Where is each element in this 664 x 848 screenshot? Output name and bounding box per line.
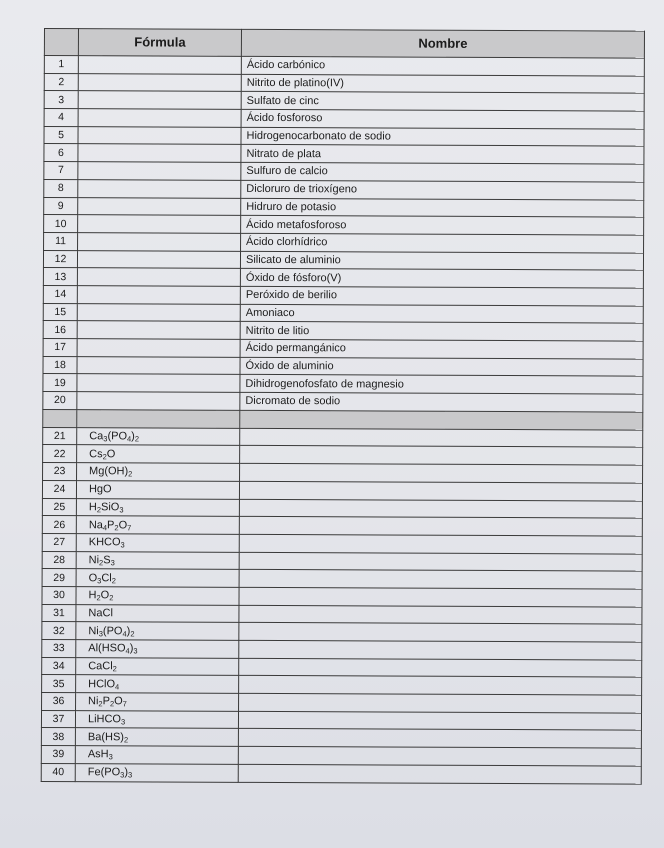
row-number: 10: [44, 215, 78, 233]
formula-answer-cell[interactable]: [77, 286, 240, 304]
chemical-formula: $KHCO_3$: [76, 534, 239, 552]
formula-answer-cell[interactable]: [78, 179, 241, 197]
row-number: 17: [43, 338, 77, 356]
compound-name: Nitrito de platino(IV): [241, 74, 644, 93]
formula-answer-cell[interactable]: [78, 91, 241, 109]
compound-name: Dicloruro de trioxígeno: [241, 180, 644, 199]
name-answer-cell[interactable]: [239, 587, 642, 606]
chemical-formula: HgO: [76, 480, 239, 498]
row-number: 30: [42, 586, 76, 604]
formula-answer-cell[interactable]: [77, 250, 240, 268]
formula-answer-cell[interactable]: [77, 374, 240, 392]
row-number: 39: [41, 746, 75, 764]
formula-answer-cell[interactable]: [77, 268, 240, 286]
compound-name: Ácido metafosforoso: [241, 216, 644, 235]
formula-answer-cell[interactable]: [78, 126, 241, 144]
formula-answer-cell[interactable]: [77, 339, 240, 357]
row-number: 2: [44, 73, 78, 91]
row-number: 8: [44, 179, 78, 197]
row-number: 33: [42, 639, 76, 657]
compound-name: Sulfato de cinc: [241, 92, 644, 111]
table-row: [41, 763, 641, 783]
name-answer-cell[interactable]: [239, 658, 642, 677]
formula-answer-cell[interactable]: [78, 233, 241, 251]
chemical-formula: NaCl: [76, 604, 239, 622]
name-answer-cell[interactable]: [239, 676, 642, 695]
row-number: 35: [42, 675, 76, 693]
compound-name: Hidruro de potasio: [241, 198, 644, 217]
row-number: 19: [43, 374, 77, 392]
row-number: 21: [43, 427, 77, 445]
chemical-formula: $H_2O_2$: [76, 587, 239, 605]
formula-answer-cell[interactable]: [78, 197, 241, 215]
formula-answer-cell[interactable]: [78, 73, 241, 91]
row-number: 4: [44, 109, 78, 127]
compound-name: Sulfuro de calcio: [241, 162, 644, 181]
compound-name: Nitrato de plata: [241, 145, 644, 164]
name-answer-cell[interactable]: [240, 428, 643, 447]
compound-name: Ácido clorhídrico: [241, 233, 644, 252]
name-answer-cell[interactable]: [239, 481, 642, 500]
chemical-formula: $H_2SiO_3$: [76, 498, 239, 516]
name-answer-cell[interactable]: [238, 764, 641, 783]
chemical-formula: $Na_4P_2O_7$: [76, 516, 239, 534]
row-number: 16: [43, 321, 77, 339]
row-number: 26: [42, 516, 76, 534]
row-number: 6: [44, 144, 78, 162]
compound-name: Ácido carbónico: [241, 56, 644, 75]
formula-answer-cell[interactable]: [78, 162, 241, 180]
formula-answer-cell[interactable]: [78, 144, 241, 162]
formula-answer-cell[interactable]: [77, 356, 240, 374]
name-answer-cell[interactable]: [239, 570, 642, 589]
compound-name: Óxido de aluminio: [240, 357, 643, 376]
formula-answer-cell[interactable]: [77, 303, 240, 321]
row-number: 14: [43, 285, 77, 303]
header-formula: Fórmula: [78, 29, 241, 57]
compound-name: Dihidrogenofosfato de magnesio: [240, 375, 643, 394]
chemical-formula: $Al(HSO_4)_3$: [76, 640, 239, 658]
row-number: 37: [41, 710, 75, 728]
compound-name: Silicato de aluminio: [240, 251, 643, 270]
row-number: 13: [43, 268, 77, 286]
compound-name: Hidrogenocarbonato de sodio: [241, 127, 644, 146]
row-number: 18: [43, 356, 77, 374]
chemical-formula: $Ni_2P_2O_7$: [76, 693, 239, 711]
compound-name: Dicromato de sodio: [240, 392, 643, 411]
row-number: 28: [42, 551, 76, 569]
row-number: 5: [44, 126, 78, 144]
chemical-formula: $O_3Cl_2$: [76, 569, 239, 587]
name-answer-cell[interactable]: [239, 605, 642, 624]
row-number: 15: [43, 303, 77, 321]
header-number-cell: [44, 29, 78, 56]
formula-answer-cell[interactable]: [77, 321, 240, 339]
compound-name: Amoniaco: [240, 304, 643, 323]
name-answer-cell[interactable]: [240, 463, 643, 482]
row-number: 3: [44, 91, 78, 109]
part1-body: [43, 56, 645, 412]
name-answer-cell[interactable]: [238, 746, 641, 765]
chemical-formula: $Ni_2S_3$: [76, 551, 239, 569]
row-number: 32: [42, 622, 76, 640]
formula-answer-cell[interactable]: [78, 56, 241, 74]
chemical-formula: LiHCO$_3$: [75, 710, 238, 728]
compound-name: Ácido fosforoso: [241, 109, 644, 128]
compound-name: Óxido de fósforo(V): [240, 269, 643, 288]
row-number: 23: [43, 463, 77, 481]
separator-cell: [77, 409, 240, 428]
row-number: 7: [44, 162, 78, 180]
name-answer-cell[interactable]: [238, 729, 641, 748]
chemical-formula: HClO$_4$: [76, 675, 239, 693]
chemical-formula: CaCl$_2$: [76, 657, 239, 675]
row-number: 34: [42, 657, 76, 675]
row-number: 38: [41, 728, 75, 746]
row-number: 12: [43, 250, 77, 268]
row-number: 29: [42, 569, 76, 587]
chemical-formula: $Ni_3(PO_4)_2$: [76, 622, 239, 640]
formula-answer-cell[interactable]: [78, 215, 241, 233]
worksheet: [41, 28, 644, 784]
row-number: 1: [44, 56, 78, 74]
row-number: 25: [42, 498, 76, 516]
row-number: 20: [43, 392, 77, 410]
chemical-formula: $Cs_2O$: [77, 445, 240, 463]
header-name: Nombre: [241, 29, 644, 58]
chemical-formula: AsH$_3$: [75, 746, 238, 764]
name-answer-cell[interactable]: [238, 711, 641, 730]
row-number: 24: [42, 480, 76, 498]
formula-answer-cell[interactable]: [77, 392, 240, 410]
row-number: 9: [44, 197, 78, 215]
separator-cell: [240, 410, 643, 430]
part2-body: [41, 427, 643, 783]
name-answer-cell[interactable]: [239, 499, 642, 518]
row-number: 40: [41, 763, 75, 781]
compound-name: Nitrito de litio: [240, 322, 643, 341]
row-number: 31: [42, 604, 76, 622]
row-number: 11: [44, 232, 78, 250]
row-number: 27: [42, 533, 76, 551]
name-answer-cell[interactable]: [239, 640, 642, 659]
compound-name: Peróxido de berilio: [240, 286, 643, 305]
formula-answer-cell[interactable]: [78, 109, 241, 127]
header-row: [44, 29, 644, 59]
compound-name: Ácido permangánico: [240, 339, 643, 358]
chemical-formula: $Ca_3(PO_4)_2$: [77, 427, 240, 445]
separator-cell: [43, 409, 77, 427]
name-answer-cell[interactable]: [239, 623, 642, 642]
name-answer-cell[interactable]: [239, 517, 642, 536]
row-number: 22: [43, 445, 77, 463]
name-answer-cell[interactable]: [240, 446, 643, 465]
name-answer-cell[interactable]: [239, 534, 642, 553]
chemical-formula: $Fe(PO_3)_3$: [75, 763, 238, 781]
chemical-formula: $Mg(OH)_2$: [77, 463, 240, 481]
row-number: 36: [42, 693, 76, 711]
nomenclature-table: [41, 28, 645, 784]
chemical-formula: $Ba(HS)_2$: [75, 728, 238, 746]
name-answer-cell[interactable]: [239, 552, 642, 571]
name-answer-cell[interactable]: [239, 693, 642, 712]
